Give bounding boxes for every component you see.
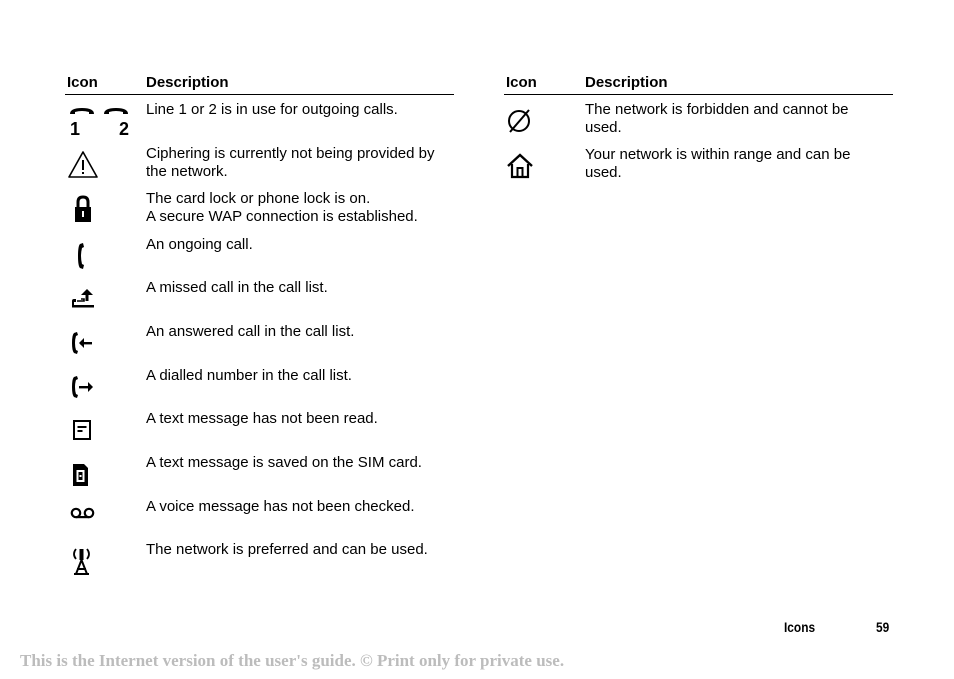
header-icon-label: Icon: [506, 74, 537, 91]
line-1-label: 1: [70, 119, 81, 139]
missed-call-icon: [67, 283, 133, 315]
row-description: Your network is within range and can be used.: [585, 146, 851, 181]
line-2-label: 2: [119, 119, 130, 139]
icon-table-right: [504, 74, 893, 181]
home-network-icon: [506, 150, 572, 182]
dialled-call-icon: [67, 371, 133, 403]
row-description: Ciphering is currently not being provided by the network.: [146, 145, 435, 180]
row-description: The card lock or phone lock is on. A secure WAP connection is established.: [146, 190, 418, 225]
answered-call-icon: [67, 327, 133, 359]
row-description: The network is forbidden and cannot be used.: [585, 101, 849, 136]
header-description-label: Description: [146, 74, 229, 91]
text-message-icon: [67, 414, 133, 446]
voicemail-icon: [67, 502, 133, 534]
handset-icon: [67, 240, 133, 272]
footer-section-title: Icons: [784, 619, 816, 635]
row-description: Line 1 or 2 is in use for outgoing calls.: [146, 101, 398, 118]
internet-version-notice: This is the Internet version of the user's guide. © Print only for private use.: [20, 651, 565, 670]
forbidden-network-icon: [506, 105, 572, 137]
icon-table-left: [65, 74, 454, 558]
header-description-label: Description: [585, 74, 668, 91]
antenna-icon: [67, 545, 133, 577]
row-description: A missed call in the call list.: [146, 279, 328, 296]
row-description: The network is preferred and can be used.: [146, 541, 428, 558]
row-description: A dialled number in the call list.: [146, 367, 352, 384]
page-number: 59: [876, 619, 890, 635]
row-description: A text message is saved on the SIM card.: [146, 454, 422, 471]
line-1-2-icon: [67, 105, 133, 137]
row-description: An ongoing call.: [146, 236, 253, 253]
row-description: An answered call in the call list.: [146, 323, 355, 340]
padlock-icon: [67, 194, 133, 226]
sim-message-icon: [67, 458, 133, 490]
warning-triangle-icon: [67, 149, 133, 181]
header-icon-label: Icon: [67, 74, 98, 91]
table-header: [504, 74, 893, 95]
table-header: [65, 74, 454, 95]
row-description: A text message has not been read.: [146, 410, 378, 427]
row-description: A voice message has not been checked.: [146, 498, 415, 515]
